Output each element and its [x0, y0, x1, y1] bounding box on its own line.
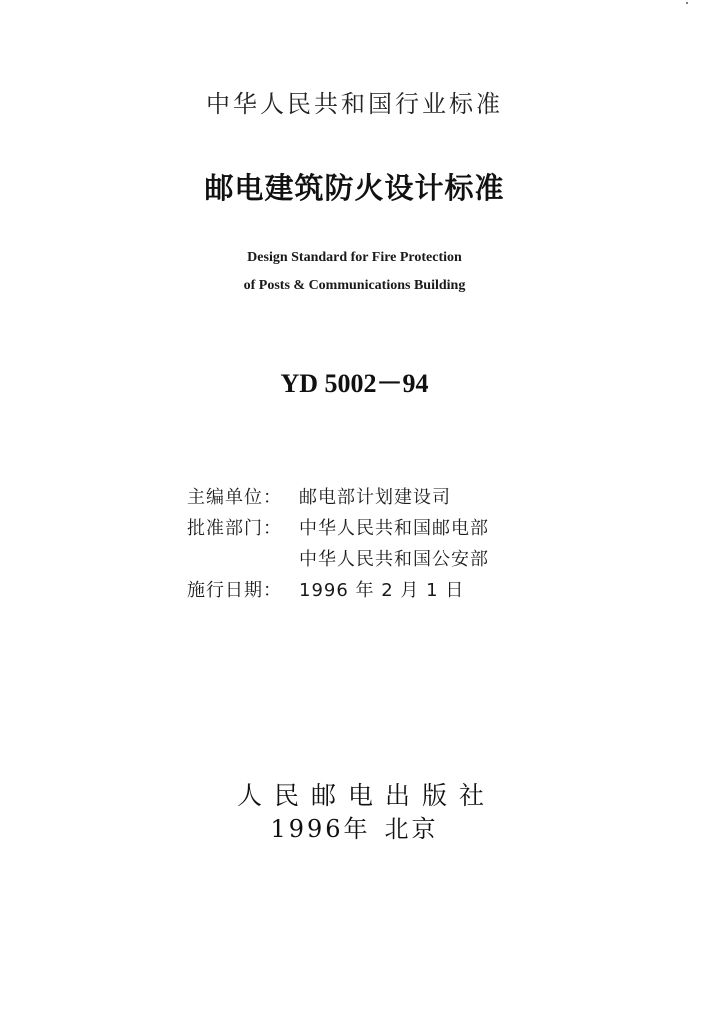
approver-value-2: 中华人民共和国公安部 [299, 549, 489, 570]
publisher-name: 人民邮电出版社 [236, 781, 496, 810]
editor-label: 主编单位： [187, 487, 282, 508]
publication-year: 1996年 [270, 815, 371, 843]
publication-line [0, 809, 709, 844]
approver-row [187, 514, 489, 540]
effective-date-label: 施行日期： [187, 580, 282, 601]
editor-value: 邮电部计划建设司 [299, 487, 451, 508]
approver-label: 批准部门： [187, 518, 282, 539]
publication-city: 北京 [384, 815, 439, 843]
english-title-line-2: of Posts & Communications Building [243, 278, 466, 293]
standard-code: YD 5002－94 [280, 369, 429, 398]
standard-series-heading: 中华人民共和国行业标准 [206, 90, 503, 118]
approver-value-1: 中华人民共和国邮电部 [299, 518, 489, 539]
document-title: 邮电建筑防火设计标准 [204, 171, 505, 205]
english-title-line-1: Design Standard for Fire Protection [247, 250, 462, 265]
approver-row-2 [187, 545, 489, 571]
editor-row [187, 483, 451, 509]
effective-date-value: 1996 年 2 月 1 日 [299, 580, 465, 601]
effective-date-row [187, 576, 464, 602]
scan-speck [686, 2, 688, 4]
